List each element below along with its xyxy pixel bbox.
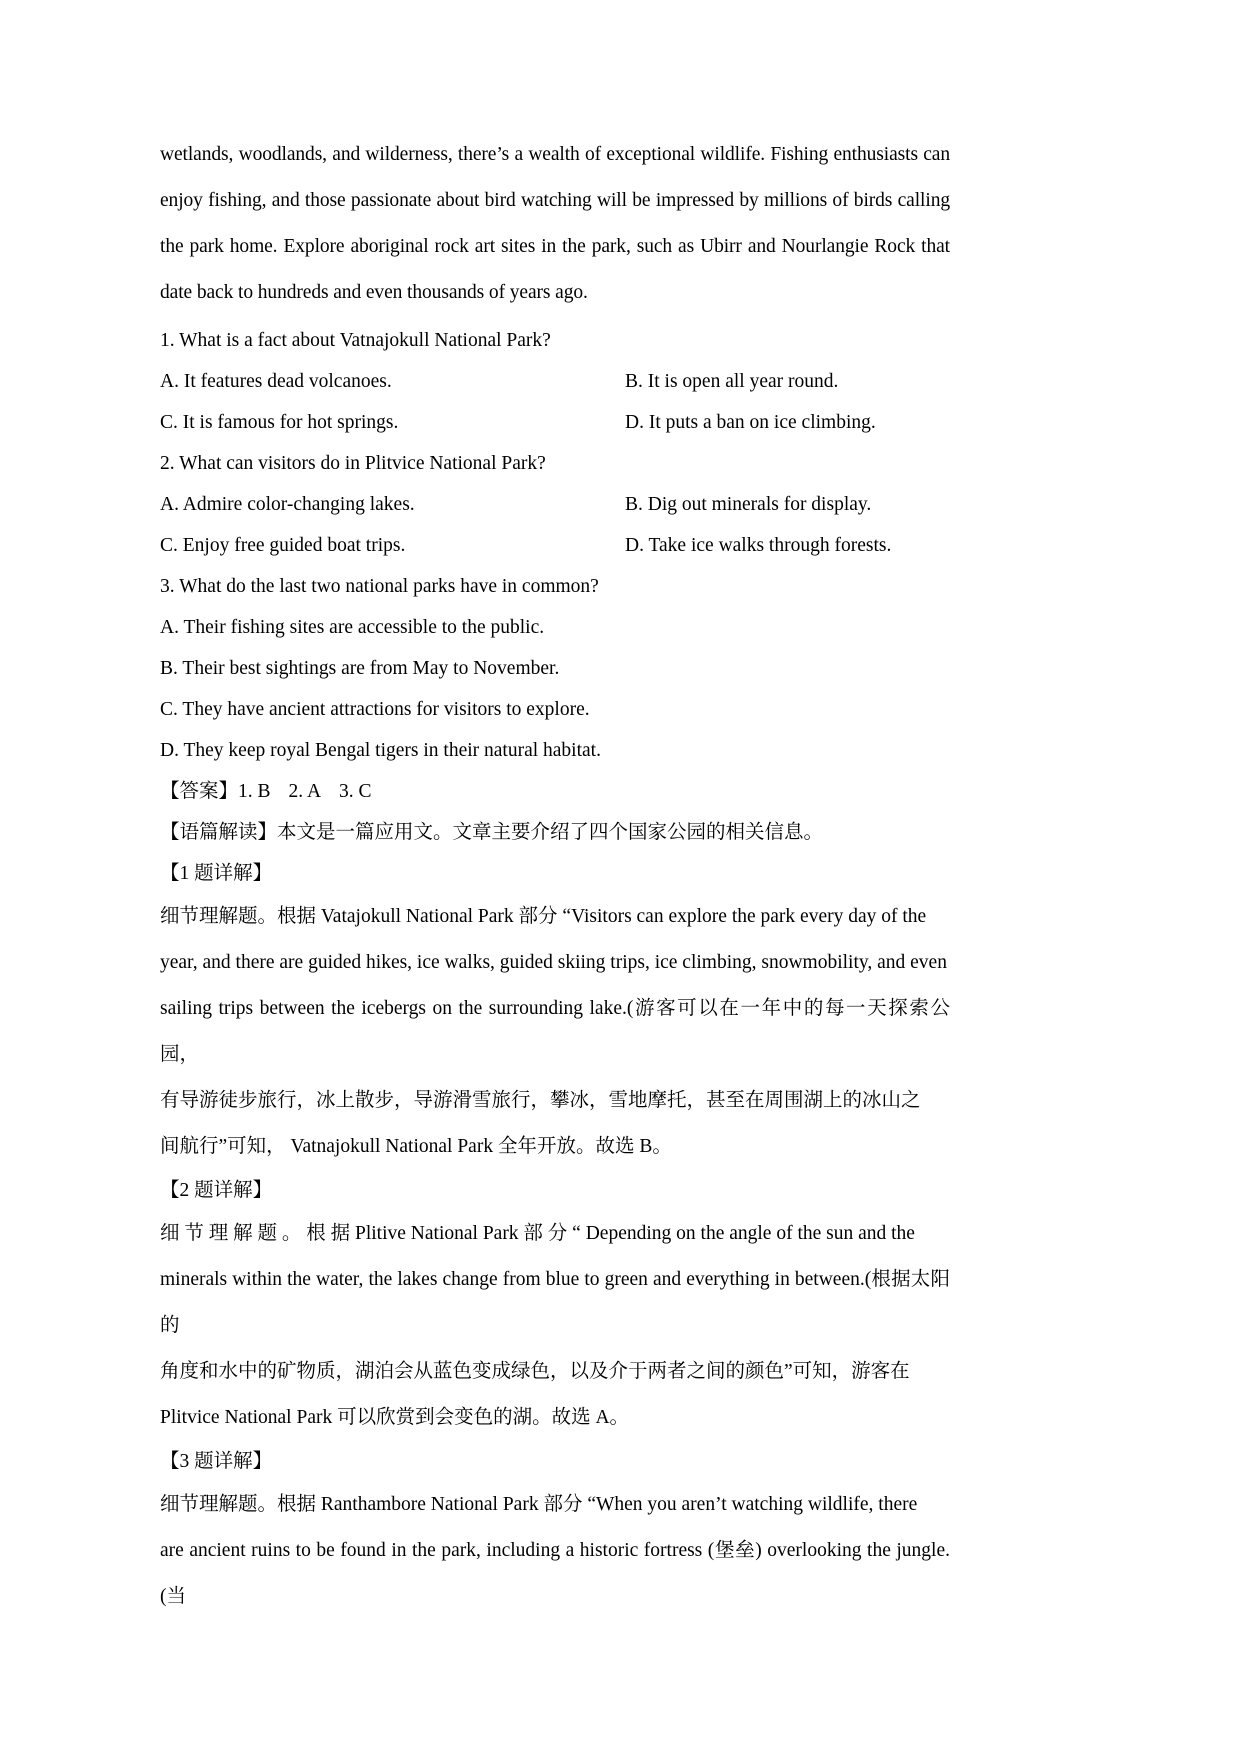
explanation-2-line-1: 细 节 理 解 题 。 根 据 Plitive National Park 部 分 “ Depending on the angle of the sun and the <box>160 1223 915 1244</box>
question-1-options-row-2 <box>160 402 950 443</box>
question-3-option-d[interactable]: D. They keep royal Bengal tigers in their natural habitat. <box>160 740 601 761</box>
page-content <box>160 132 950 1620</box>
reading-passage <box>160 132 950 316</box>
question-3 <box>160 566 950 771</box>
explanation-1 <box>160 853 950 1170</box>
question-1-stem: 1. What is a fact about Vatnajokull National Park? <box>160 330 551 351</box>
explanation-2-line-4: Plitvice National Park 可以欣赏到会变色的湖。故选 A。 <box>160 1407 630 1428</box>
question-2-options-row-2 <box>160 525 950 566</box>
explanation-2-heading: 【2 题详解】 <box>160 1180 273 1201</box>
explanation-1-line-5: 间航行”可知， Vatnajokull National Park 全年开放。故选 B。 <box>160 1136 672 1157</box>
question-2-options-row-1 <box>160 484 950 525</box>
question-1-option-b[interactable]: B. It is open all year round. <box>625 371 839 392</box>
passage-analysis-line <box>160 812 950 853</box>
explanation-2-line-2: minerals within the water, the lakes change from blue to green and everything in between.(根据太阳的 <box>160 1269 950 1336</box>
explanation-3-heading: 【3 题详解】 <box>160 1451 273 1472</box>
answer-key-item-3: 3. C <box>339 781 372 802</box>
explanation-2 <box>160 1170 950 1441</box>
explanation-1-line-2: year, and there are guided hikes, ice walks, guided skiing trips, ice climbing, snowmobility, and even <box>160 952 947 973</box>
question-2 <box>160 443 950 566</box>
answer-key-item-2: 2. A <box>288 781 322 802</box>
explanation-2-line-3: 角度和水中的矿物质，湖泊会从蓝色变成绿色，以及介于两者之间的颜色”可知，游客在 <box>160 1361 910 1382</box>
explanation-3-line-1: 细节理解题。根据 Ranthambore National Park 部分 “When you aren’t watching wildlife, there <box>160 1494 918 1515</box>
passage-analysis-label: 【语篇解读】 <box>160 822 278 843</box>
passage-text: wetlands, woodlands, and wilderness, there’s a wealth of exceptional wildlife. Fishing enthusiasts can enjoy fishing, and those passionate about bird watching will be impressed by millions of birds calling the park home. Explore aboriginal rock art sites in the park, such as Ubirr and Nourlangie Rock that date back to hundreds and even thousands of years ago. <box>160 144 950 303</box>
question-2-option-c[interactable]: C. Enjoy free guided boat trips. <box>160 535 406 556</box>
question-2-option-a[interactable]: A. Admire color-changing lakes. <box>160 494 415 515</box>
explanation-1-heading: 【1 题详解】 <box>160 863 273 884</box>
explanation-1-line-4: 有导游徒步旅行，冰上散步，导游滑雪旅行，攀冰，雪地摩托，甚至在周围湖上的冰山之 <box>160 1090 921 1111</box>
explanation-1-line-1: 细节理解题。根据 Vatajokull National Park 部分 “Visitors can explore the park every day of the <box>160 906 927 927</box>
explanation-3 <box>160 1441 950 1620</box>
question-3-stem: 3. What do the last two national parks have in common? <box>160 576 599 597</box>
question-2-option-d[interactable]: D. Take ice walks through forests. <box>625 535 892 556</box>
question-1-options-row-1 <box>160 361 950 402</box>
question-3-option-b[interactable]: B. Their best sightings are from May to November. <box>160 658 560 679</box>
explanation-1-line-3: sailing trips between the icebergs on the surrounding lake.(游客可以在一年中的每一天探索公园， <box>160 998 950 1065</box>
question-3-option-c[interactable]: C. They have ancient attractions for visitors to explore. <box>160 699 590 720</box>
question-3-option-a[interactable]: A. Their fishing sites are accessible to the public. <box>160 617 545 638</box>
question-1-option-d[interactable]: D. It puts a ban on ice climbing. <box>625 412 876 433</box>
answer-key-item-1: 1. B <box>238 781 271 802</box>
explanation-3-line-2: are ancient ruins to be found in the park, including a historic fortress (堡垒) overlooking the jungle.(当 <box>160 1540 950 1607</box>
question-2-option-b[interactable]: B. Dig out minerals for display. <box>625 494 872 515</box>
question-1-option-c[interactable]: C. It is famous for hot springs. <box>160 412 399 433</box>
question-1 <box>160 320 950 443</box>
passage-analysis-text: 本文是一篇应用文。文章主要介绍了四个国家公园的相关信息。 <box>277 822 824 843</box>
answer-key-label: 【答案】 <box>160 781 239 802</box>
question-2-stem: 2. What can visitors do in Plitvice National Park? <box>160 453 546 474</box>
answer-key-line <box>160 771 950 812</box>
question-1-option-a[interactable]: A. It features dead volcanoes. <box>160 371 392 392</box>
